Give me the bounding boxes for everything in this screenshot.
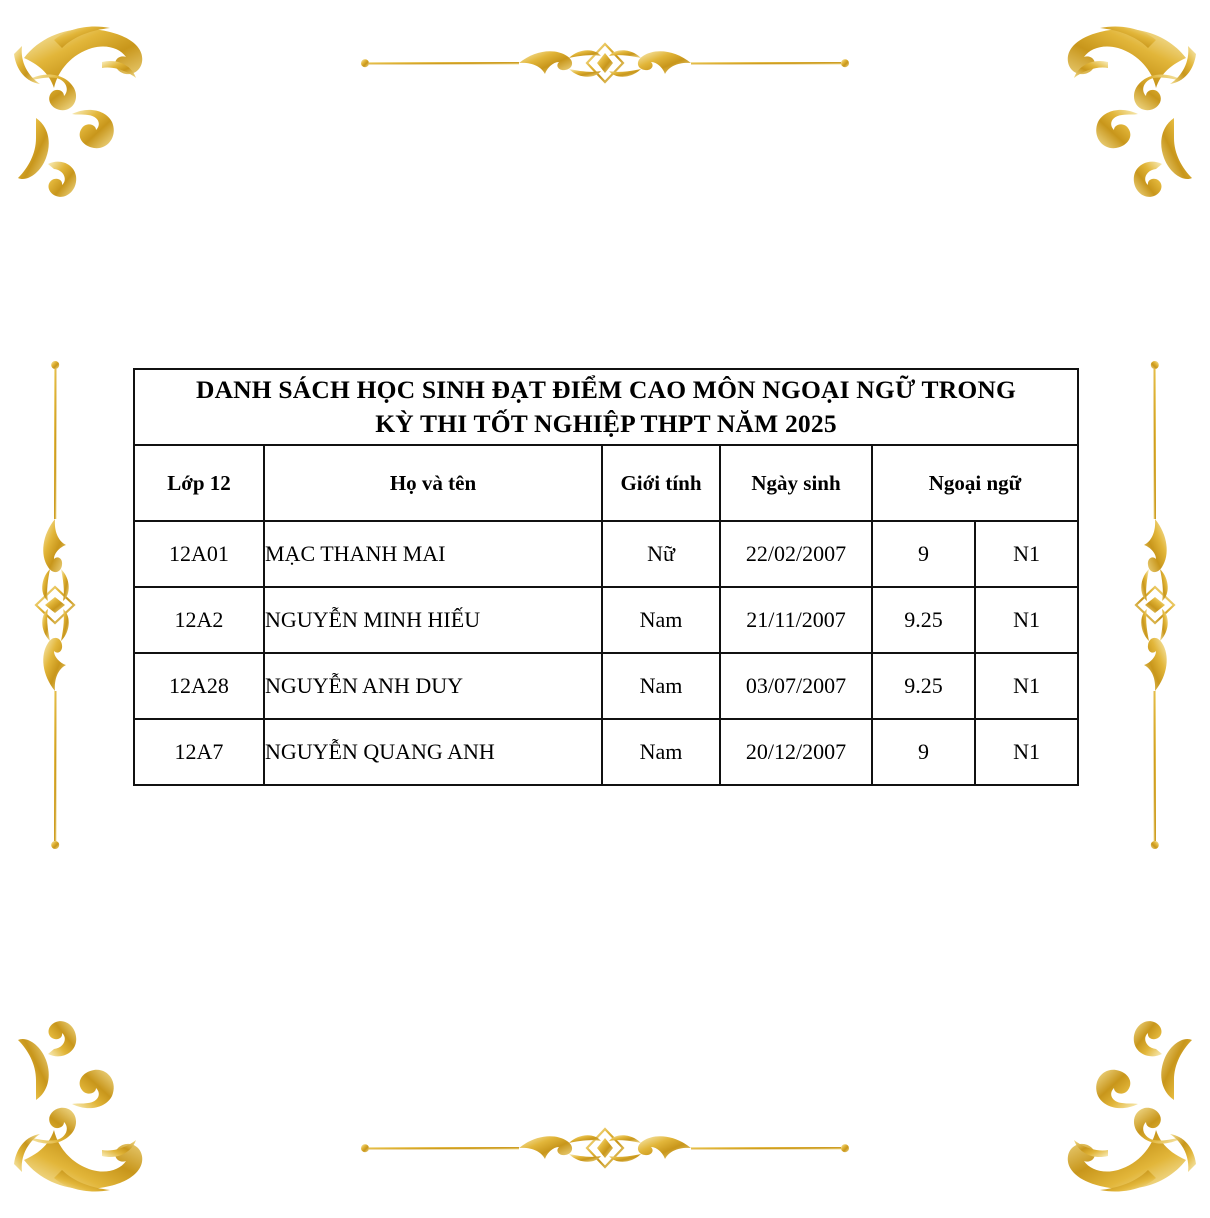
cell-name: NGUYỄN ANH DUY: [264, 653, 602, 719]
gold-filigree-horizontal-divider: [355, 36, 855, 92]
page-title-line-2: KỲ THI TỐT NGHIỆP THPT NĂM 2025: [375, 409, 837, 438]
cell-dob: 21/11/2007: [720, 587, 872, 653]
cell-gender: Nam: [602, 653, 720, 719]
cell-language: N1: [975, 587, 1078, 653]
cell-language: N1: [975, 521, 1078, 587]
student-roster-table: [133, 368, 1079, 786]
cell-name: NGUYỄN QUANG ANH: [264, 719, 602, 785]
column-header-language: Ngoại ngữ: [872, 445, 1078, 521]
cell-gender: Nữ: [602, 521, 720, 587]
column-header-dob: Ngày sinh: [720, 445, 872, 521]
cell-language: N1: [975, 719, 1078, 785]
table-row: [134, 719, 1078, 785]
cell-score: 9: [872, 719, 975, 785]
table-row: [134, 653, 1078, 719]
corner-ornament-bottom-right: [1046, 1005, 1196, 1200]
corner-ornament-bottom-left: [14, 1005, 164, 1200]
gold-filigree-vertical-divider: [28, 355, 84, 855]
cell-dob: 20/12/2007: [720, 719, 872, 785]
cell-score: 9.25: [872, 587, 975, 653]
column-header-gender: Giới tính: [602, 445, 720, 521]
corner-ornament-top-right: [1046, 18, 1196, 213]
cell-dob: 22/02/2007: [720, 521, 872, 587]
cell-class: 12A01: [134, 521, 264, 587]
page-title: [134, 369, 1078, 445]
cell-score: 9.25: [872, 653, 975, 719]
cell-gender: Nam: [602, 719, 720, 785]
divider-ornament-left: [28, 355, 84, 860]
cell-class: 12A7: [134, 719, 264, 785]
gold-filigree-corner-ornament: [14, 1010, 164, 1200]
student-roster-sheet: [133, 368, 1077, 786]
page-title-line-1: DANH SÁCH HỌC SINH ĐẠT ĐIỂM CAO MÔN NGOẠI NGỮ TRONG: [195, 374, 1017, 404]
cell-language: N1: [975, 653, 1078, 719]
table-row: [134, 587, 1078, 653]
divider-ornament-right: [1126, 355, 1182, 860]
gold-filigree-horizontal-divider: [355, 1121, 855, 1177]
cell-name: NGUYỄN MINH HIẾU: [264, 587, 602, 653]
divider-ornament-top: [355, 36, 855, 97]
table-row: [134, 521, 1078, 587]
table-header-row: [134, 445, 1078, 521]
column-header-name: Họ và tên: [264, 445, 602, 521]
gold-filigree-corner-ornament: [1046, 18, 1196, 208]
cell-class: 12A28: [134, 653, 264, 719]
cell-score: 9: [872, 521, 975, 587]
gold-filigree-vertical-divider: [1126, 355, 1182, 855]
divider-ornament-bottom: [355, 1121, 855, 1182]
cell-class: 12A2: [134, 587, 264, 653]
gold-filigree-corner-ornament: [1046, 1010, 1196, 1200]
gold-filigree-corner-ornament: [14, 18, 164, 208]
cell-name: MẠC THANH MAI: [264, 521, 602, 587]
column-header-class: Lớp 12: [134, 445, 264, 521]
table-title-row: [134, 369, 1078, 445]
corner-ornament-top-left: [14, 18, 164, 213]
cell-dob: 03/07/2007: [720, 653, 872, 719]
cell-gender: Nam: [602, 587, 720, 653]
